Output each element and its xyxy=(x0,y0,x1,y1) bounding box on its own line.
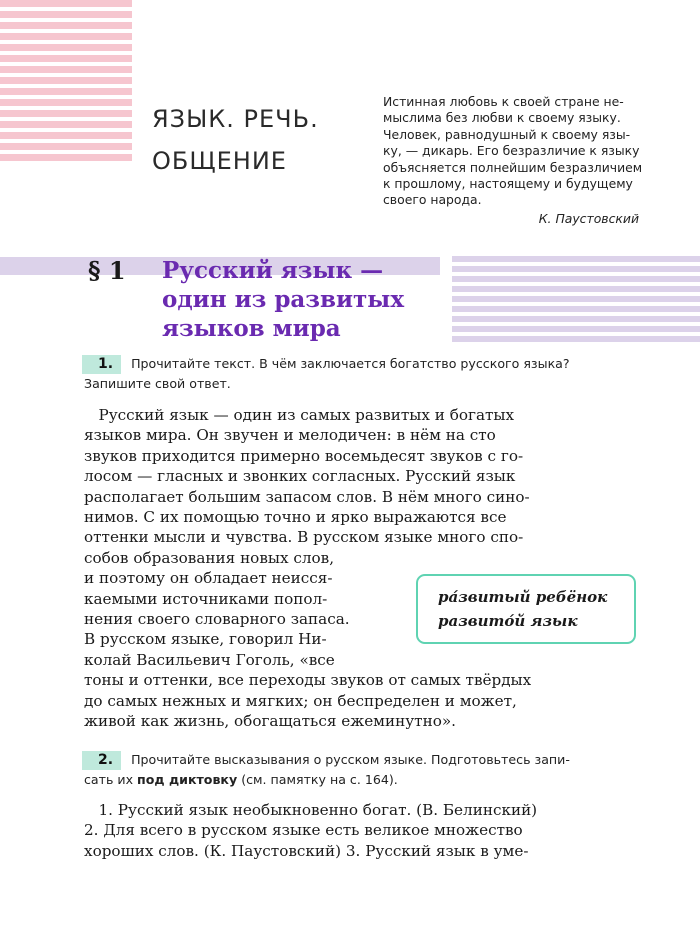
task-2-text: (см. памятку на с. 164). xyxy=(237,772,398,787)
section-title xyxy=(162,256,404,343)
text-line: и поэтому он обладает неисся- xyxy=(84,569,333,588)
epigraph-line: Истинная любовь к своей стране не- xyxy=(383,94,624,109)
text-line: колай Васильевич Гоголь, «все xyxy=(84,650,335,669)
task-2-line xyxy=(84,770,644,789)
task-1-text: Прочитайте текст. В чём заключается богатство русского языка? xyxy=(131,356,570,371)
vocabulary-box xyxy=(416,574,636,644)
text-line: собов образования новых слов, xyxy=(84,548,335,567)
task-1 xyxy=(84,354,644,393)
text-line: лосом — гласных и звонких согласных. Русский язык xyxy=(84,467,516,486)
text-line: оттенки мысли и чувства. В русском языке много спо- xyxy=(84,528,524,547)
task-number-badge: 2. xyxy=(82,751,121,770)
decorative-lavender-stripes xyxy=(452,256,700,342)
section-number: § 1 xyxy=(88,256,126,285)
vocabulary-phrase: ра́звитый ребёнок xyxy=(438,588,608,606)
vocabulary-phrase: развито́й язык xyxy=(438,612,578,630)
epigraph-line: своего народа. xyxy=(383,192,482,208)
quote-line: 1. Русский язык необыкновенно богат. (В. Белинский) xyxy=(84,801,538,819)
text-line: звуков приходится примерно восемьдесят звуков с го- xyxy=(84,446,524,465)
section-title-line: Русский язык — xyxy=(162,257,384,284)
quote-line: 2. Для всего в русском языке есть великое множество xyxy=(84,821,523,840)
quotes-text xyxy=(84,800,640,861)
text-line: языков мира. Он звучен и мелодичен: в нём на сто xyxy=(84,426,496,445)
text-line: нения своего словарного запаса. xyxy=(84,610,350,629)
epigraph-line: мыслима без любви к своему языку. xyxy=(383,110,621,126)
text-line: Русский язык — один из самых развитых и богатых xyxy=(84,406,515,424)
text-line: каемыми источниками попол- xyxy=(84,589,328,608)
task-2-line xyxy=(84,750,644,770)
epigraph-line: к прошлому, настоящему и будущему xyxy=(383,176,633,192)
epigraph-line: ку, — дикарь. Его безразличие к языку xyxy=(383,143,640,159)
task-2-text: Прочитайте высказывания о русском языке. Подготовьтесь запи- xyxy=(131,752,570,767)
epigraph xyxy=(383,94,645,227)
epigraph-line: Человек, равнодушный к своему язы- xyxy=(383,126,631,142)
chapter-title xyxy=(152,98,319,182)
section-title-line: языков мира xyxy=(162,315,341,342)
text-line: располагает большим запасом слов. В нём много сино- xyxy=(84,487,530,506)
text-line: В русском языке, говорил Ни- xyxy=(84,630,327,649)
task-2 xyxy=(84,750,644,789)
task-2-text: сать их xyxy=(84,772,138,787)
text-line: живой как жизнь, обогащаться ежеминутно». xyxy=(84,712,456,731)
text-line: нимов. С их помощью точно и ярко выражаются все xyxy=(84,508,507,527)
decorative-pink-stripes xyxy=(0,0,132,164)
task-1-line xyxy=(84,354,644,374)
task-number-badge: 1. xyxy=(82,355,121,374)
main-text xyxy=(84,405,640,732)
epigraph-line: объясняется полнейшим безразличием xyxy=(383,159,643,175)
task-1-line: Запишите свой ответ. xyxy=(84,376,231,391)
quote-line: хороших слов. (К. Паустовский) 3. Русский язык в уме- xyxy=(84,841,529,860)
text-line: тоны и оттенки, все переходы звуков от самых твёрдых xyxy=(84,671,532,690)
text-line: до самых нежных и мягких; он беспределен и может, xyxy=(84,691,517,710)
chapter-title-line: ЯЗЫК. РЕЧЬ. xyxy=(152,105,319,133)
section-title-line: один из развитых xyxy=(162,286,405,313)
epigraph-author: К. Паустовский xyxy=(538,210,639,226)
chapter-title-line: ОБЩЕНИЕ xyxy=(152,147,287,175)
dictation-term: под диктовку xyxy=(137,772,238,787)
